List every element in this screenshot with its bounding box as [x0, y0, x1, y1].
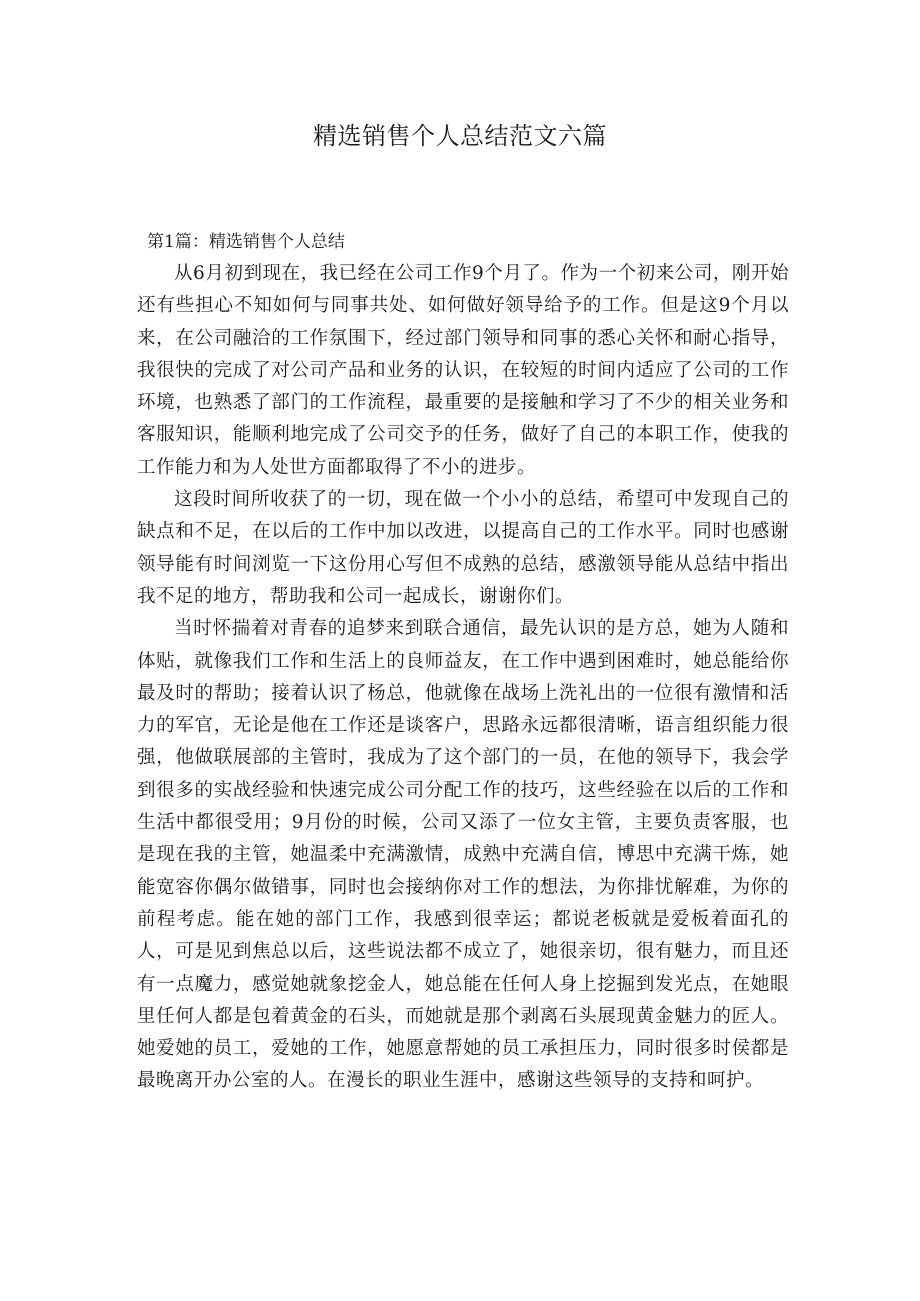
paragraph-3: 当时怀揣着对青春的追梦来到联合通信，最先认识的是方总，她为人随和体贴，就像我们工作和生活上的良师益友，在工作中遇到困难时，她总能给你最及时的帮助；接着认识了杨总，他就像在战场上洗礼出的一位很有激情和活力的军官，无论是他在工作还是谈客户，思路永远都很清晰，语言组织能力很强，他做联展部的主管时，我成为了这个部门的一员，在他的领导下，我会学到很多的实战经验和快速完成公司分配工作的技巧，这些经验在以后的工作和生活中都很受用；9月份的时候，公司又添了一位女主管，主要负责客服，也是现在我的主管，她温柔中充满激情，成熟中充满自信，博思中充满干炼，她能宽容你偶尔做错事，同时也会接纳你对工作的想法，为你排忧解难，为你的前程考虑。能在她的部门工作，我感到很幸运；都说老板就是爱板着面孔的人，可是见到焦总以后，这些说法都不成立了，她很亲切，很有魅力，而且还有一点魔力，感觉她就象挖金人，她总能在任何人身上挖掘到发光点，在她眼里任何人都是包着黄金的石头，而她就是那个剥离石头展现黄金魅力的匠人。她爱她的员工，爱她的工作，她愿意帮她的员工承担压力，同时很多时侯都是最晚离开办公室的人。在漫长的职业生涯中，感谢这些领导的支持和呵护。 — [137, 618, 789, 1092]
section-heading: 第1篇：精选销售个人总结 — [147, 232, 345, 252]
document-title: 精选销售个人总结范文六篇 — [313, 122, 607, 150]
document-body — [137, 226, 789, 1098]
paragraph-1: 从6月初到现在，我已经在公司工作9个月了。作为一个初来公司，刚开始还有些担心不知如何与同事共处、如何做好领导给予的工作。但是这9个月以来，在公司融洽的工作氛围下，经过部门领导和同事的悉心关怀和耐心指导，我很快的完成了对公司产品和业务的认识，在较短的时间内适应了公司的工作环境，也熟悉了部门的工作流程，最重要的是接触和学习了不少的相关业务和客服知识，能顺利地完成了公司交予的任务，做好了自己的本职工作，使我的工作能力和为人处世方面都取得了不小的进步。 — [137, 263, 789, 478]
paragraph-2: 这段时间所收获了的一切，现在做一个小小的总结，希望可中发现自己的缺点和不足，在以后的工作中加以改进，以提高自己的工作水平。同时也感谢领导能有时间浏览一下这份用心写但不成熟的总结，感激领导能从总结中指出我不足的地方，帮助我和公司一起成长，谢谢你们。 — [137, 489, 789, 607]
